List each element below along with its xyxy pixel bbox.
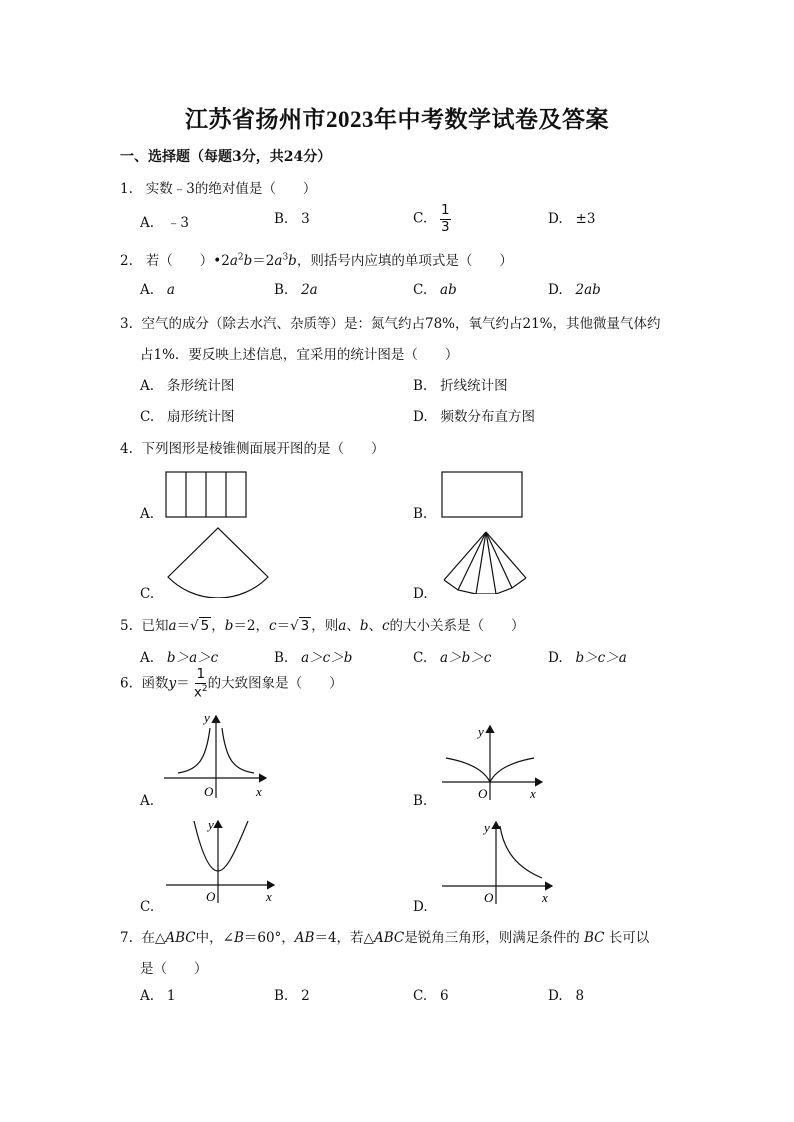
svg-text:O: O <box>484 890 494 905</box>
question-5: 5. 已知a＝√ 5 ，b＝2，c＝√ 3 ，则a、b、c的大小关系是（ ） <box>120 618 525 634</box>
axis-label-y: y <box>204 710 210 725</box>
svg-text:y: y <box>484 820 490 835</box>
fraction: $\frac{1}{3}$ <box>441 202 450 235</box>
option-a[interactable]: A. 条形统计图 <box>140 378 235 394</box>
graph-a <box>160 710 272 800</box>
sqrt-icon: √ <box>190 618 199 634</box>
figure-pyramid-net <box>440 530 530 594</box>
option-c[interactable]: C. 扇形统计图 <box>140 409 235 425</box>
graph-b <box>438 722 548 802</box>
option-d[interactable]: D. b＞c＞a <box>548 650 627 666</box>
axis-label-x: x <box>256 784 262 799</box>
option-b[interactable]: B. <box>413 506 428 522</box>
option-a[interactable]: A. <box>140 793 155 809</box>
svg-text:O: O <box>478 786 488 801</box>
option-c[interactable]: C. 6 <box>413 988 449 1004</box>
option-d[interactable]: D. 8 <box>548 988 585 1004</box>
figure-rectangle <box>441 471 523 519</box>
svg-text:O: O <box>206 889 216 904</box>
question-text: 实数﹣3的绝对值是（ ） <box>145 181 317 197</box>
option-a[interactable]: A. <box>140 506 155 522</box>
origin-label: O <box>204 784 214 799</box>
svg-text:x: x <box>530 786 536 801</box>
question-2: 2. 若（ ）$•2a^2b=2a^3b$，则括号内应填的单项式是（ ） <box>120 252 513 269</box>
figure-sector <box>160 526 276 598</box>
question-number: 1. <box>120 181 133 197</box>
option-c[interactable]: C. a＞b＞c <box>413 650 492 666</box>
question-1 <box>120 177 316 197</box>
figure-four-rectangles <box>165 471 247 519</box>
svg-text:x: x <box>542 890 548 905</box>
option-d[interactable]: D. 频数分布直方图 <box>413 409 536 425</box>
question-3: 3. 空气的成分（除去水汽、杂质等）是：氮气约占78%，氧气约占21%，其他微量气体约 <box>120 316 661 332</box>
option-a[interactable]: A. b＞a＞c <box>140 650 219 666</box>
option-d[interactable]: D. ±3 <box>548 211 596 227</box>
graph-d <box>438 818 556 906</box>
question-7-line-2: 是（ ） <box>140 961 208 977</box>
option-b[interactable]: B. a＞c＞b <box>274 650 353 666</box>
option-c[interactable]: C. <box>140 586 155 602</box>
question-7: 7. 在△ABC中，∠B＝60°，AB＝4，若△ABC是锐角三角形，则满足条件的 BC 长可以 <box>120 930 650 946</box>
option-c[interactable]: C. ab <box>413 282 457 298</box>
option-c[interactable]: C. $\frac{1}{3}$ <box>413 202 450 235</box>
option-b[interactable]: B. 3 <box>274 211 310 227</box>
fraction: $\frac{1}{x^2}$ <box>193 666 208 700</box>
option-b[interactable]: B. <box>413 793 428 809</box>
option-d[interactable]: D. <box>413 899 428 915</box>
option-b[interactable]: B. 2a <box>274 282 318 298</box>
graph-c <box>162 815 278 905</box>
option-a[interactable]: A. ﹣3 <box>140 215 190 231</box>
option-b[interactable]: B. 2 <box>274 988 310 1004</box>
svg-text:y: y <box>478 724 484 739</box>
option-a[interactable]: A. a <box>140 282 175 298</box>
option-d[interactable]: D. <box>413 586 428 602</box>
sqrt-icon: √ <box>290 618 299 634</box>
option-c[interactable]: C. <box>140 899 155 915</box>
section-heading: 一、选择题（每题3分，共24分） <box>120 149 332 165</box>
svg-text:x: x <box>266 889 272 904</box>
option-d[interactable]: D. 2ab <box>548 282 601 298</box>
page-title: 江苏省扬州市2023年中考数学试卷及答案 <box>185 107 609 132</box>
question-3-line-2: 占1%．要反映上述信息，宜采用的统计图是（ ） <box>140 347 459 363</box>
svg-text:y: y <box>208 817 214 832</box>
option-b[interactable]: B. 折线统计图 <box>413 378 508 394</box>
option-a[interactable]: A. 1 <box>140 988 176 1004</box>
question-4: 4. 下列图形是棱锥侧面展开图的是（ ） <box>120 441 385 457</box>
question-6: 6. 函数y＝ $\frac{1}{x^2}$ 的大致图象是（ ） <box>120 666 343 700</box>
